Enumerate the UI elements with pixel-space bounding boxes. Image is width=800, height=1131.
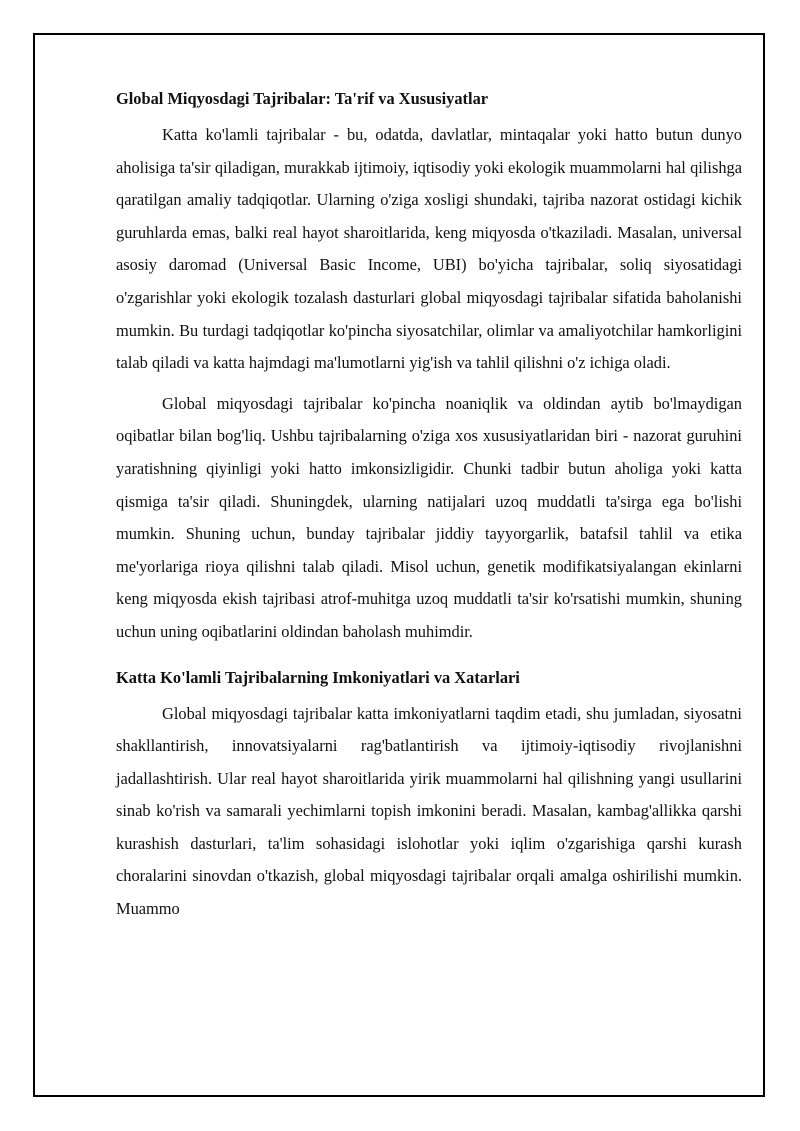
paragraph: Global miqyosdagi tajribalar ko'pincha noaniqlik va oldindan aytib bo'lmaydigan oqibatlar bilan bog'liq. Ushbu tajribalarning o'ziga xos xususiyatlaridan biri - nazorat guruhini yaratishning qiyinligi yoki hatto imkonsizligidir. Chunki tadbir butun aholiga yoki katta qismiga ta'sir qiladi. Shuningdek, ularning natijalari uzoq muddatli ta'sirga ega bo'lishi mumkin. Shuning uchun, bunday tajribalar jiddiy tayyorgarlik, batafsil tahlil va etika me'yorlariga rioya qilishni talab qiladi. Misol uchun, genetik modifikatsiyalangan ekinlarni keng miqyosda ekish tajribasi atrof-muhitga uzoq muddatli ta'sir ko'rsatishi mumkin, shuning uchun uning oqibatlarini oldindan baholash muhimdir. — [116, 393, 742, 641]
paragraph: Katta ko'lamli tajribalar - bu, odatda, davlatlar, mintaqalar yoki hatto butun dunyo aholisiga ta'sir qiladigan, murakkab ijtimoiy, iqtisodiy yoki ekologik muammolarni hal qilishga qaratilgan amaliy tadqiqotlar. Ularning o'ziga xosligi shundaki, tajriba nazorat ostidagi kichik guruhlarda emas, balki real hayot sharoitlarida, keng miqyosda o'tkaziladi. Masalan, universal asosiy daromad (Universal Basic Income, UBI) bo'yicha tajribalar, soliq siyosatidagi o'zgarishlar yoki ekologik tozalash dasturlari global miqyosdagi tajribalar sifatida baholanishi mumkin. Bu turdagi tadqiqotlar ko'pincha siyosatchilar, olimlar va amaliyotchilar hamkorligini talab qiladi va katta hajmdagi ma'lumotlarni yig'ish va tahlil qilishni o'z ichiga oladi. — [116, 125, 742, 373]
section-heading: Katta Ko'lamli Tajribalarning Imkoniyatlari va Xatarlari — [116, 667, 520, 687]
section-heading: Global Miqyosdagi Tajribalar: Ta'rif va Xususiyatlar — [116, 89, 489, 108]
paragraph: Global miqyosdagi tajribalar katta imkoniyatlarni taqdim etadi, shu jumladan, siyosatni shakllantirish, innovatsiyalarni rag'batlantirish va ijtimoiy-iqtisodiy rivojlanishni jadallashtirish. Ular real hayot sharoitlarida yirik muammolarni hal qilishning yangi usullarini sinab ko'rish va samarali yechimlarni topish imkonini beradi. Masalan, kambag'allikka qarshi kurashish dasturlari, ta'lim sohasidagi islohotlar yoki iqlim o'zgarishiga qarshi kurash choralarini sinovdan o'tkazish, global miqyosdagi tajribalar orqali amalga oshirilishi mumkin. Muammo — [116, 703, 742, 919]
document-body — [116, 86, 742, 934]
